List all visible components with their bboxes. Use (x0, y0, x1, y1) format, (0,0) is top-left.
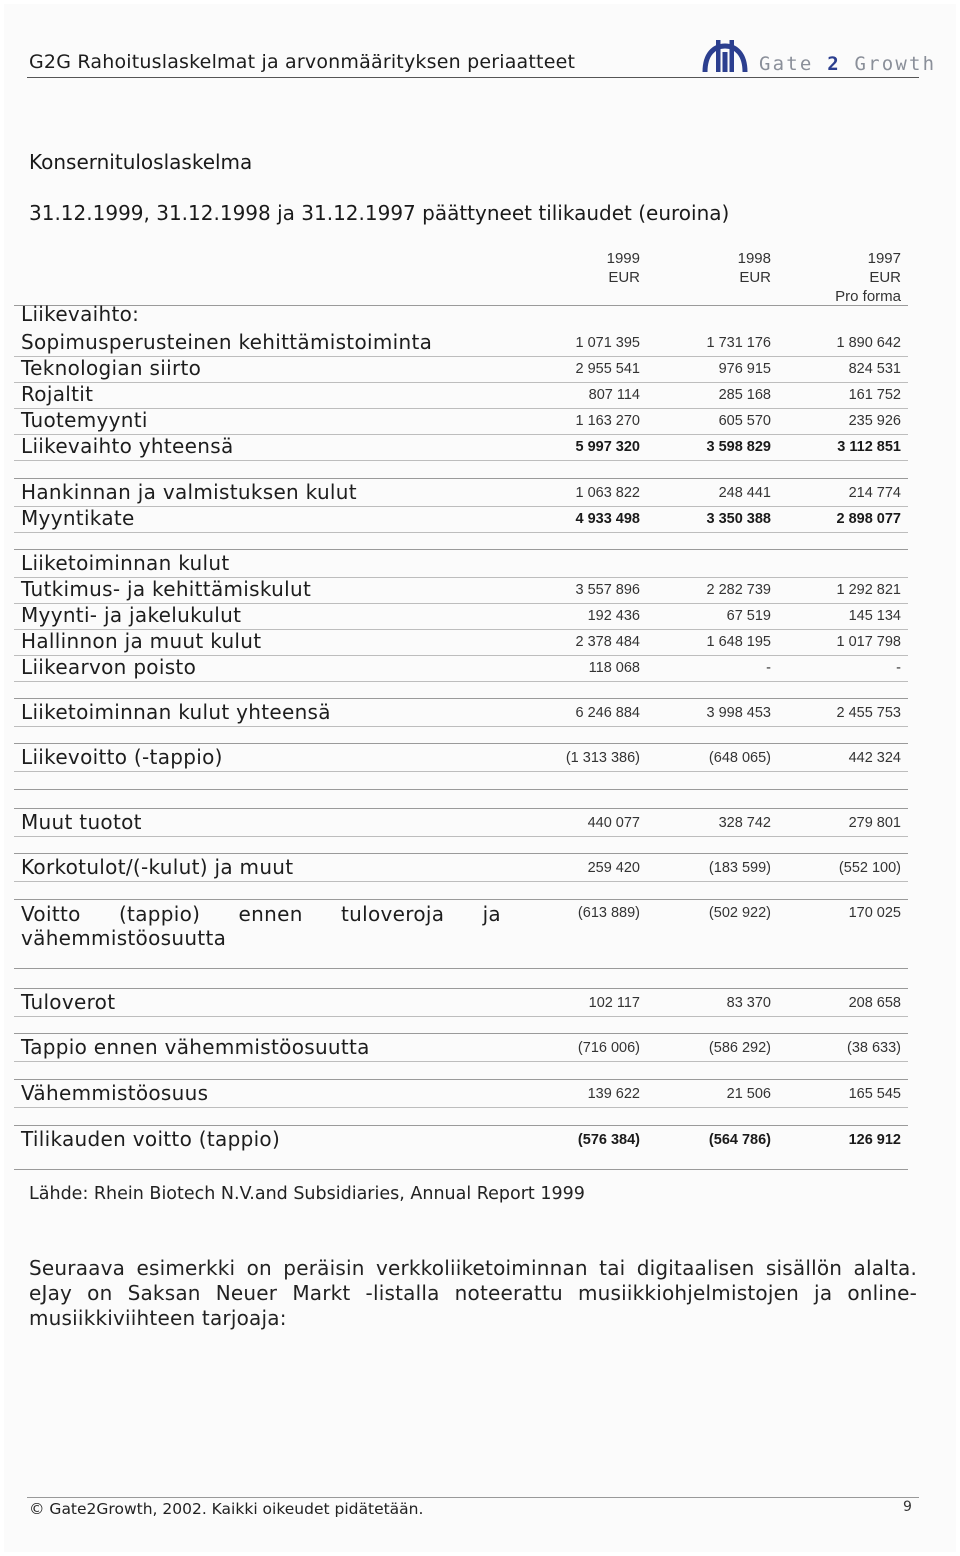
section-heading-revenue (14, 303, 908, 329)
document-header-title: G2G Rahoituslaskelmat ja arvonmäärityksen periaatteet (29, 51, 576, 73)
table-row (14, 746, 908, 772)
row-label-word: Voitto (21, 902, 81, 926)
value-1998: 328 742 (718, 815, 771, 831)
value-1999: 1 163 270 (575, 413, 640, 429)
column-year: 1999 (606, 250, 640, 267)
row-rule (14, 532, 908, 533)
table-row-total (14, 435, 908, 461)
column-unit: EUR (608, 269, 640, 286)
column-unit: EUR (739, 269, 771, 286)
row-label: Liikevaihto: (21, 302, 140, 326)
column-header-1997 (761, 249, 901, 306)
table-row (14, 1082, 908, 1108)
column-unit: EUR (869, 269, 901, 286)
table-rule (14, 1033, 908, 1034)
column-note: Pro forma (835, 288, 901, 305)
value-1999: 102 117 (588, 995, 640, 1011)
table-row (14, 578, 908, 604)
header-divider (27, 77, 919, 78)
row-label: Liiketoiminnan kulut yhteensä (21, 700, 331, 724)
value-1999: 440 077 (587, 815, 640, 831)
table-row (14, 1036, 908, 1062)
table-rule (14, 1169, 908, 1170)
statement-title: Konsernituloslaskelma (29, 150, 253, 174)
value-1998: 605 570 (718, 413, 771, 429)
table-row (14, 604, 908, 630)
table-row (14, 383, 908, 409)
column-year: 1998 (737, 250, 771, 267)
value-1997: 2 455 753 (836, 705, 901, 721)
value-1997: 824 531 (848, 361, 901, 377)
table-rule (14, 698, 908, 699)
row-rule (14, 681, 908, 682)
column-header-1998 (631, 249, 771, 287)
row-label: Liikevaihto yhteensä (21, 434, 234, 458)
value-1998: 3 998 453 (706, 705, 771, 721)
row-rule (14, 460, 908, 461)
row-label: Rojaltit (21, 382, 94, 406)
value-1997: 235 926 (848, 413, 901, 429)
value-1998: 1 731 176 (706, 335, 771, 351)
value-1998: 2 282 739 (706, 582, 771, 598)
row-label: Tuotemyynti (21, 408, 148, 432)
row-rule (14, 881, 908, 882)
table-row (14, 481, 908, 507)
row-label: Korkotulot/(-kulut) ja muut (21, 855, 294, 879)
table-rule (14, 968, 908, 969)
row-label: Myyntikate (21, 506, 135, 530)
gate2growth-logo-icon (702, 38, 748, 76)
table-row (14, 901, 908, 927)
row-label: Tuloverot (21, 990, 116, 1014)
value-1998: 83 370 (726, 995, 771, 1011)
row-label: Hankinnan ja valmistuksen kulut (21, 480, 357, 504)
value-1998: 248 441 (718, 485, 771, 501)
table-row (14, 811, 908, 837)
table-rule (14, 988, 908, 989)
column-year: 1997 (867, 250, 901, 267)
row-label: Liikevoitto (-tappio) (21, 745, 223, 769)
table-row-total (14, 507, 908, 533)
row-label-word: ja (482, 902, 501, 926)
row-rule (14, 771, 908, 772)
table-row (14, 656, 908, 682)
value-1998: (648 065) (708, 750, 771, 766)
statement-subtitle: 31.12.1999, 31.12.1998 ja 31.12.1997 päättyneet tilikaudet (euroina) (29, 201, 730, 225)
footer-copyright: © Gate2Growth, 2002. Kaikki oikeudet pidätetään. (29, 1500, 424, 1518)
value-1997: 145 134 (848, 608, 901, 624)
row-label-word: tuloveroja (340, 902, 445, 926)
section-heading-operating-expenses (14, 552, 908, 578)
row-rule (14, 1061, 908, 1062)
row-label-line2: vähemmistöosuutta (21, 926, 227, 950)
value-1999: 259 420 (587, 860, 640, 876)
value-1999: 3 557 896 (575, 582, 640, 598)
row-rule (14, 726, 908, 727)
row-rule (14, 836, 908, 837)
value-1997: 1 017 798 (836, 634, 901, 650)
table-row (14, 357, 908, 383)
row-label: Vähemmistöosuus (21, 1081, 209, 1105)
row-label: Sopimusperusteinen kehittämistoiminta (21, 330, 433, 354)
value-1997: 170 025 (848, 905, 901, 921)
value-1999: 4 933 498 (575, 511, 640, 527)
value-1997: 3 112 851 (837, 439, 901, 455)
table-rule (14, 808, 908, 809)
row-label: Muut tuotot (21, 810, 142, 834)
value-1999: 118 068 (588, 660, 640, 676)
value-1999: 2 378 484 (575, 634, 640, 650)
row-label-word: (tappio) (118, 902, 201, 926)
value-1998: 1 648 195 (706, 634, 771, 650)
row-label: Liikearvon poisto (21, 655, 197, 679)
row-label-word: ennen (238, 902, 303, 926)
value-1998: (502 922) (708, 905, 771, 921)
value-1997: 442 324 (848, 750, 901, 766)
table-rule (14, 1125, 908, 1126)
value-1997: 214 774 (848, 485, 901, 501)
table-row (14, 701, 908, 727)
value-1998: - (766, 660, 771, 676)
value-1998: (564 786) (708, 1132, 771, 1148)
value-1999: 5 997 320 (575, 439, 640, 455)
table-row (14, 856, 908, 882)
value-1997: (38 633) (846, 1040, 901, 1056)
row-label: Myynti- ja jakelukulut (21, 603, 242, 627)
value-1999: 192 436 (587, 608, 640, 624)
table-rule (14, 549, 908, 550)
column-header-1999 (500, 249, 640, 287)
body-paragraph: Seuraava esimerkki on peräisin verkkoliiketoiminnan tai digitaalisen sisällön alalta. eJay on Saksan Neuer Markt -listalla noteerattu musiikkiohjelmistojen ja online-musiikkiviihteen tarjoaja: (29, 1256, 917, 1330)
value-1998: 976 915 (718, 361, 771, 377)
table-rule (14, 743, 908, 744)
table-rule (14, 789, 908, 790)
value-1997: 208 658 (848, 995, 901, 1011)
table-rule (14, 478, 908, 479)
value-1997: 165 545 (848, 1086, 901, 1102)
value-1999: 6 246 884 (575, 705, 640, 721)
page-number: 9 (903, 1499, 912, 1515)
value-1999: (576 384) (577, 1132, 640, 1148)
value-1998: 3 350 388 (706, 511, 771, 527)
value-1997: 161 752 (848, 387, 901, 403)
table-rule (14, 899, 908, 900)
value-1999: 807 114 (588, 387, 640, 403)
source-note: Lähde: Rhein Biotech N.V.and Subsidiaries, Annual Report 1999 (29, 1184, 585, 1204)
table-row (14, 991, 908, 1017)
row-rule (14, 1016, 908, 1017)
gate2growth-logo-text: Gate 2 Growth (759, 53, 937, 75)
value-1999: (613 889) (577, 905, 640, 921)
row-label: Teknologian siirto (21, 356, 202, 380)
value-1999: 139 622 (587, 1086, 640, 1102)
value-1998: 21 506 (726, 1086, 771, 1102)
row-label: Tappio ennen vähemmistöosuutta (21, 1035, 370, 1059)
value-1997: 126 912 (848, 1132, 901, 1148)
value-1998: 285 168 (718, 387, 771, 403)
row-label: Tilikauden voitto (tappio) (21, 1127, 281, 1151)
footer-divider (27, 1497, 919, 1498)
value-1997: 2 898 077 (836, 511, 901, 527)
value-1998: (586 292) (708, 1040, 771, 1056)
value-1998: 3 598 829 (706, 439, 771, 455)
table-row (14, 409, 908, 435)
value-1999: 1 071 395 (575, 335, 640, 351)
row-label: Hallinnon ja muut kulut (21, 629, 262, 653)
row-label: Tutkimus- ja kehittämiskulut (21, 577, 312, 601)
row-label: Liiketoiminnan kulut (21, 551, 230, 575)
value-1999: 1 063 822 (575, 485, 640, 501)
value-1998: 67 519 (726, 608, 771, 624)
table-row-total (14, 1128, 908, 1154)
value-1997: - (896, 660, 901, 676)
value-1997: 279 801 (848, 815, 901, 831)
value-1999: (716 006) (577, 1040, 640, 1056)
table-rule (14, 853, 908, 854)
value-1998: (183 599) (708, 860, 771, 876)
value-1997: 1 292 821 (836, 582, 901, 598)
value-1997: 1 890 642 (836, 335, 901, 351)
table-row (14, 331, 908, 357)
value-1999: 2 955 541 (575, 361, 640, 377)
table-row (14, 630, 908, 656)
value-1999: (1 313 386) (565, 750, 640, 766)
row-rule (14, 1107, 908, 1108)
table-rule (14, 1079, 908, 1080)
value-1997: (552 100) (838, 860, 901, 876)
